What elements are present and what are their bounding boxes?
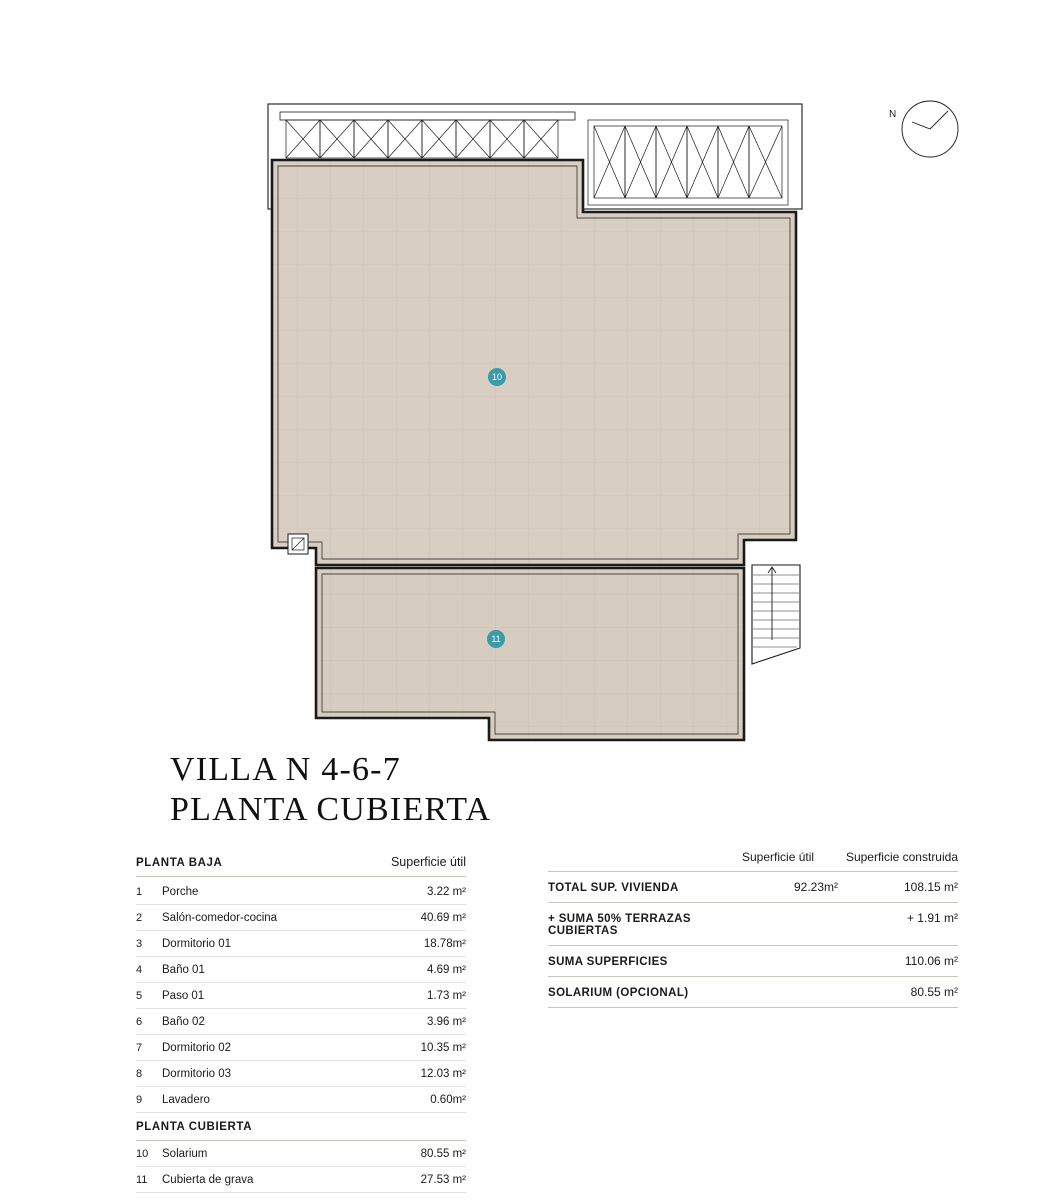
north-compass [902, 101, 958, 157]
section-title-ground-floor: PLANTA BAJA [136, 857, 223, 869]
row-number: 4 [136, 963, 143, 976]
area-summary-table [548, 850, 958, 1008]
table-row [136, 1167, 466, 1193]
row-useful-area: 92.23m² [793, 880, 838, 894]
table-row [136, 957, 466, 983]
row-value: 1.73 m² [427, 989, 466, 1002]
row-number: 9 [136, 1093, 143, 1106]
row-label: Dormitorio 02 [162, 1041, 232, 1054]
row-number: 1 [136, 885, 143, 898]
row-value: 4.69 m² [427, 963, 466, 976]
row-label: Baño 01 [162, 963, 205, 976]
row-built-area: 110.06 m² [904, 954, 958, 968]
row-value: 18.78m² [423, 937, 466, 950]
exterior-stair [752, 565, 800, 664]
row-value: 27.53 m² [420, 1173, 466, 1186]
column-header-useful-area: Superficie útil [390, 855, 466, 869]
table-row [136, 1035, 466, 1061]
row-label: Baño 02 [162, 1015, 205, 1028]
room-marker-11[interactable]: 11 [487, 630, 505, 648]
row-number: 8 [136, 1067, 143, 1080]
solarium-slab [272, 160, 796, 565]
row-label: SOLARIUM (OPCIONAL) [548, 987, 689, 999]
row-value: 40.69 m² [420, 911, 466, 924]
row-value: 3.96 m² [427, 1015, 466, 1028]
table-row [136, 1087, 466, 1113]
table-row [136, 1009, 466, 1035]
table-row [548, 977, 958, 1008]
row-value: 10.35 m² [420, 1041, 466, 1054]
room-marker-10[interactable]: 10 [488, 368, 506, 386]
table-row [136, 931, 466, 957]
row-label: Dormitorio 01 [162, 937, 232, 950]
row-built-area: 108.15 m² [903, 880, 958, 894]
table-row [548, 872, 958, 903]
gravel-roof-slab [316, 568, 744, 740]
row-number: 2 [136, 911, 143, 924]
row-label: Dormitorio 03 [162, 1067, 232, 1080]
row-value: 80.55 m² [420, 1147, 466, 1160]
row-number: 5 [136, 989, 143, 1002]
plan-title-line-2: PLANTA CUBIERTA [170, 791, 492, 828]
roof-hatch [288, 534, 308, 554]
row-built-area: + 1.91 m² [906, 911, 958, 925]
compass-north-label: N [889, 109, 897, 120]
room-schedule-header [136, 855, 466, 877]
row-number: 11 [136, 1173, 148, 1186]
row-label: Lavadero [162, 1093, 210, 1106]
row-label: + SUMA 50% TERRAZAS CUBIERTAS [548, 913, 691, 937]
row-number: 3 [136, 937, 143, 950]
row-label: Salón-comedor-cocina [162, 911, 278, 924]
row-value: 12.03 m² [420, 1067, 466, 1080]
table-row [136, 1061, 466, 1087]
area-summary-header [548, 850, 958, 872]
room-schedule-table [136, 855, 466, 1193]
table-row [548, 903, 958, 946]
row-label: Paso 01 [162, 989, 205, 1002]
table-row [136, 983, 466, 1009]
row-value: 0.60m² [430, 1093, 466, 1106]
column-header-built-area: Superficie construida [845, 850, 958, 864]
table-row [136, 905, 466, 931]
row-label: TOTAL SUP. VIVIENDA [548, 882, 679, 894]
row-number: 7 [136, 1041, 143, 1054]
row-label: Cubierta de grava [162, 1173, 254, 1186]
row-number: 10 [136, 1147, 149, 1160]
row-number: 6 [136, 1015, 143, 1028]
table-row [136, 1141, 466, 1167]
table-row [136, 879, 466, 905]
plan-title [170, 750, 491, 830]
row-built-area: 80.55 m² [910, 985, 958, 999]
row-label: SUMA SUPERFICIES [548, 956, 668, 968]
column-header-useful-area: Superficie útil [742, 850, 815, 864]
row-label: Solarium [162, 1147, 208, 1160]
table-row [548, 946, 958, 977]
plan-title-line-1: VILLA N 4-6-7 [170, 751, 401, 788]
row-label: Porche [162, 885, 199, 898]
row-value: 3.22 m² [427, 885, 466, 898]
section-title-roof-floor: PLANTA CUBIERTA [136, 1113, 466, 1141]
